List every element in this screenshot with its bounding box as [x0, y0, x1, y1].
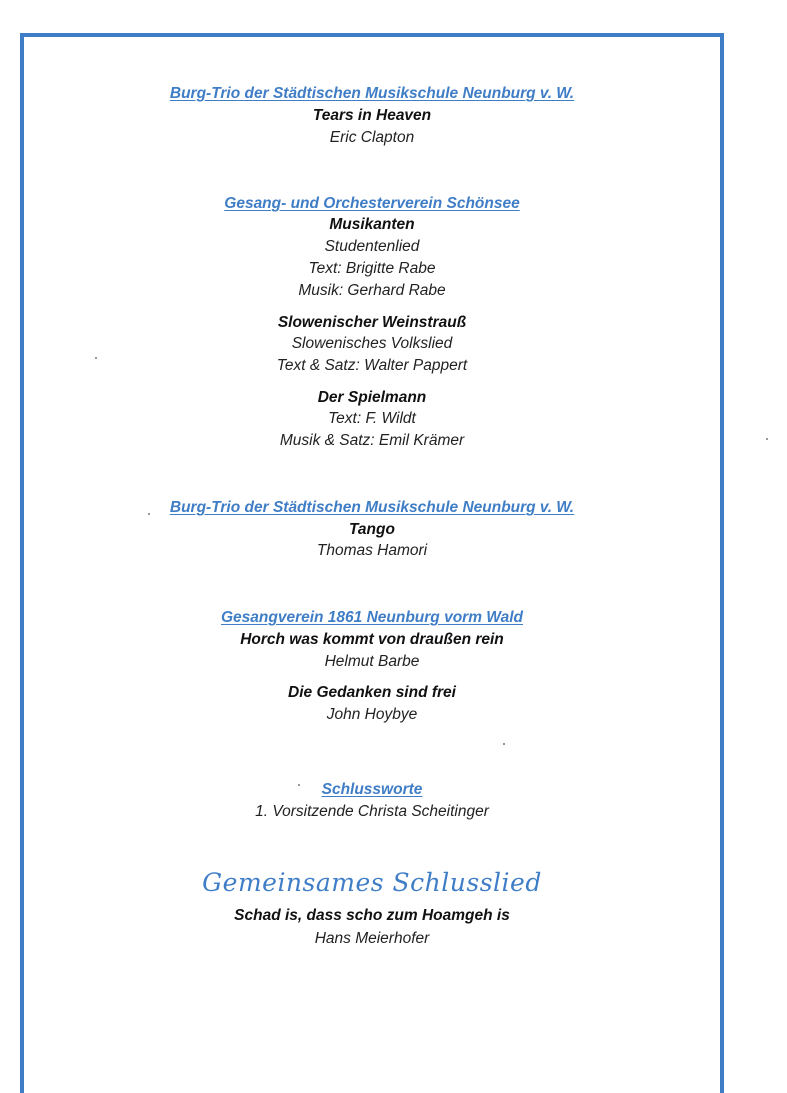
piece-detail: Musik & Satz: Emil Krämer: [279, 432, 465, 449]
scan-speck: [503, 743, 505, 745]
piece-title: Horch was kommt von draußen rein: [240, 631, 504, 648]
piece-detail: Text: F. Wildt: [328, 410, 416, 427]
scan-speck: [766, 438, 768, 440]
piece-detail: Slowenisches Volkslied: [291, 335, 453, 352]
piece-title: Tango: [349, 521, 395, 538]
piece-detail: Studentenlied: [324, 238, 420, 255]
piece-title: Tears in Heaven: [312, 107, 432, 124]
section-heading: Gesang- und Orchesterverein Schönsee: [224, 195, 520, 212]
piece-detail: Thomas Hamori: [316, 542, 428, 559]
piece-detail: 1. Vorsitzende Christa Scheitinger: [255, 803, 489, 820]
piece-title: Schad is, dass scho zum Hoamgeh is: [234, 907, 510, 924]
closing-title: Gemeinsames Schlusslied: [202, 868, 542, 897]
piece-title: Der Spielmann: [317, 389, 427, 406]
scan-speck: [148, 513, 150, 515]
piece-detail: Helmut Barbe: [324, 653, 420, 670]
piece-title: Slowenischer Weinstrauß: [277, 314, 467, 331]
section-heading: Schlussworte: [321, 781, 423, 798]
piece-detail: Eric Clapton: [329, 129, 415, 146]
piece-detail: Musik: Gerhard Rabe: [298, 282, 446, 299]
scan-speck: [95, 357, 97, 359]
section-heading: Gesangverein 1861 Neunburg vorm Wald: [220, 609, 524, 626]
scan-speck: [298, 784, 300, 786]
piece-detail: Hans Meierhofer: [314, 930, 430, 947]
piece-title: Musikanten: [329, 216, 415, 233]
piece-detail: Text: Brigitte Rabe: [308, 260, 436, 277]
section-heading: Burg-Trio der Städtischen Musikschule Neunburg v. W.: [169, 499, 575, 516]
piece-title: Die Gedanken sind frei: [288, 684, 456, 701]
section-heading: Burg-Trio der Städtischen Musikschule Neunburg v. W.: [169, 85, 575, 102]
piece-detail: Text & Satz: Walter Pappert: [276, 357, 468, 374]
piece-detail: John Hoybye: [326, 706, 418, 723]
